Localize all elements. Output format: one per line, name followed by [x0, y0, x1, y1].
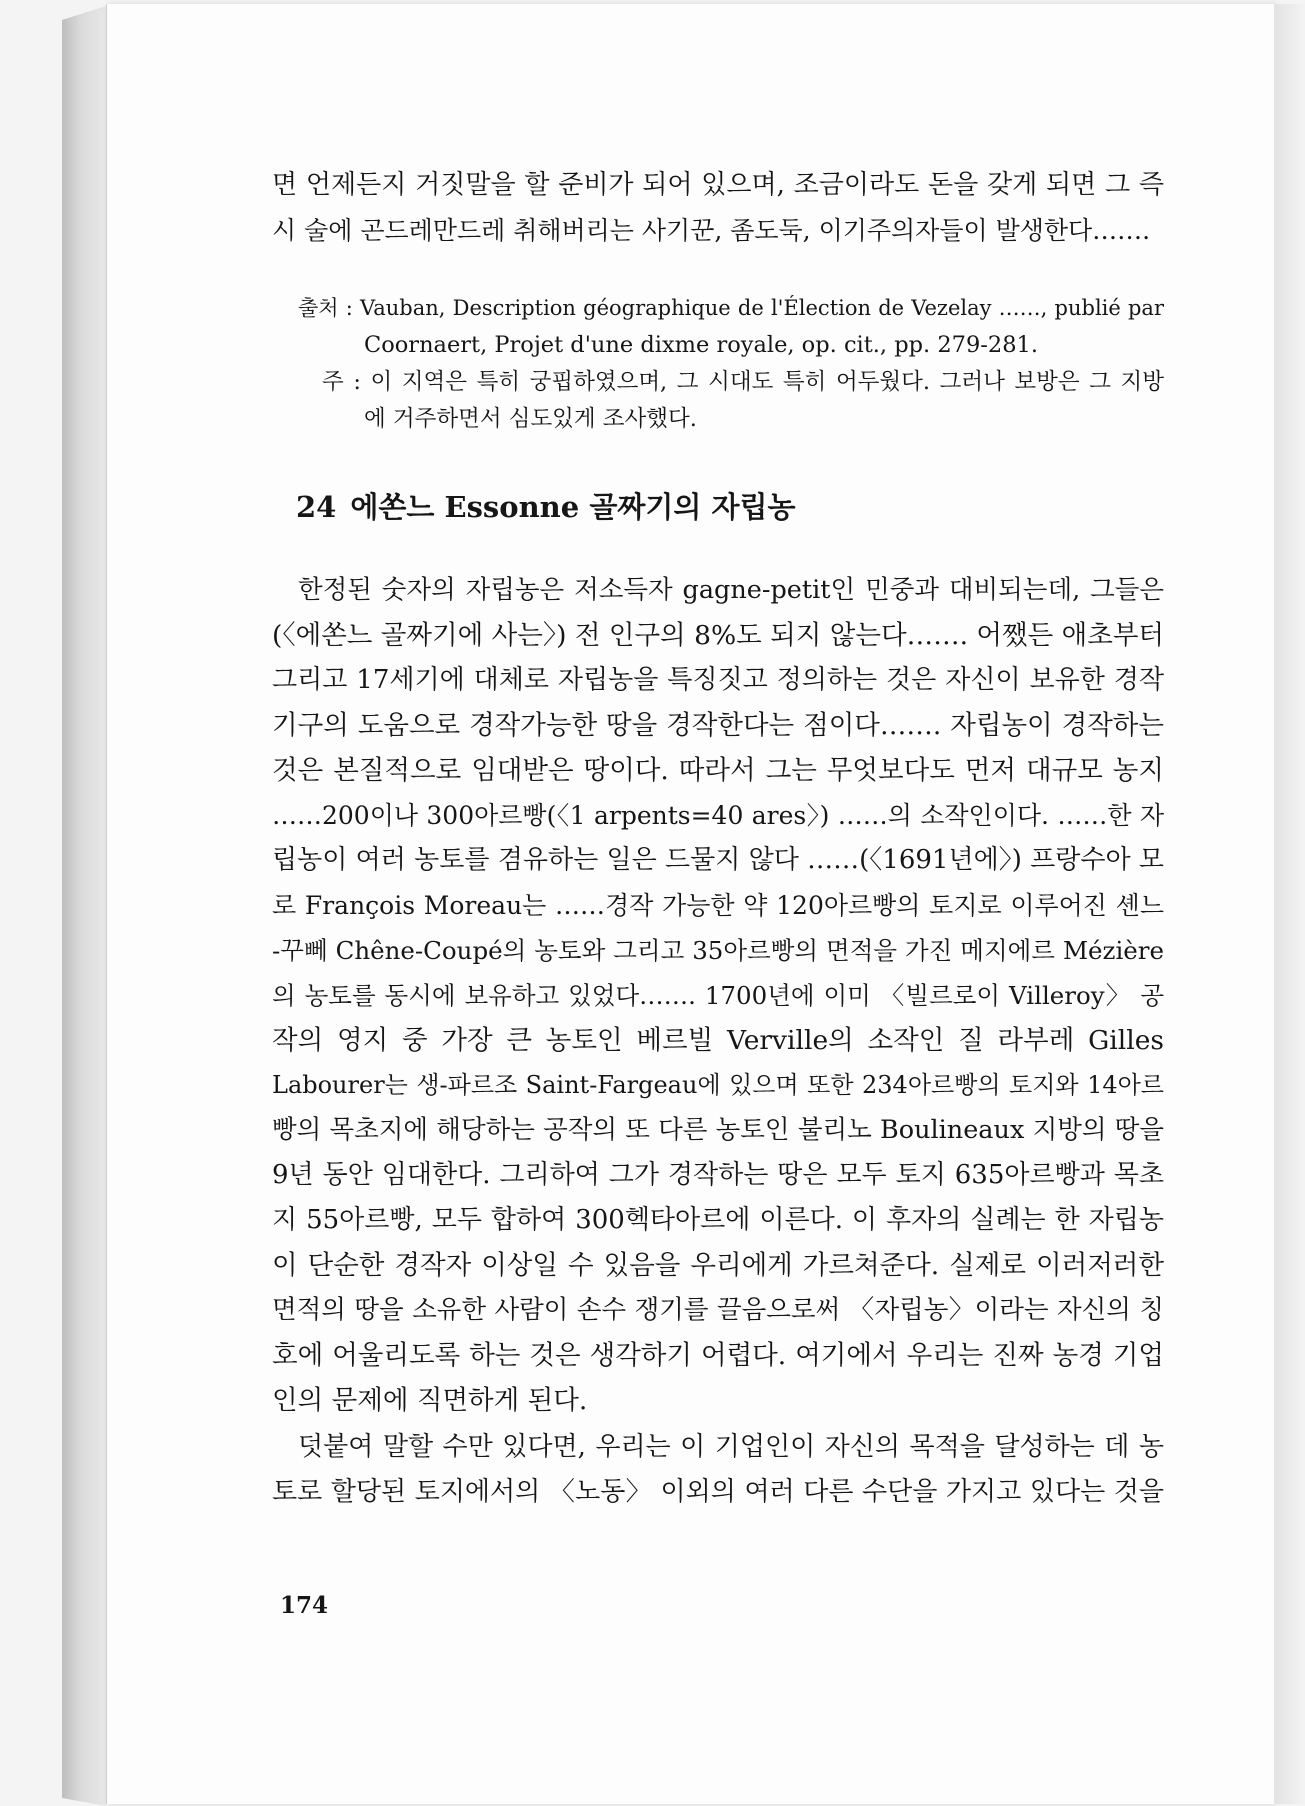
body-paragraph-2 [272, 1425, 1164, 1515]
text-line: 인의 문제에 직면하게 된다. [272, 1385, 588, 1416]
top-paragraph [272, 163, 1164, 253]
text-line: 한정된 숫자의 자립농은 저소득자 gagne-petit인 민중과 대비되는데, 그들은 [298, 575, 1164, 605]
text-line: 의 농토를 동시에 보유하고 있었다……. 1700년에 이미 〈빌르로이 Villeroy〉 공 [272, 981, 1164, 1010]
section-title: 에쏜느 Essonne 골짜기의 자립농 [350, 490, 796, 524]
source-note [298, 290, 1164, 438]
text-line: ……200이나 300아르빵(〈1 arpents=40 ares〉) ……의 소작인이다. ……한 자 [272, 801, 1164, 830]
text-line: 시 술에 곤드레만드레 취해버리는 사기꾼, 좀도둑, 이기주의자들이 발생한다……. [272, 216, 1151, 245]
page-edge [1274, 4, 1305, 1804]
page-number: 174 [280, 1592, 329, 1619]
book-spine [62, 6, 106, 1806]
text-line: 지 55아르빵, 모두 합하여 300헥타아르에 이른다. 이 후자의 실례는 한 자립농 [272, 1205, 1164, 1235]
text-line: 로 François Moreau는 ……경작 가능한 약 120아르빵의 토지로 이루어진 셴느 [272, 891, 1164, 920]
text-line: 9년 동안 임대한다. 그리하여 그가 경작하는 땅은 모두 토지 635아르빵과 목초 [272, 1160, 1164, 1190]
text-line: 립농이 여러 농토를 겸유하는 일은 드물지 않다 ……(〈1691년에〉) 프랑수아 모 [272, 845, 1164, 875]
text-line: 작의 영지 중 가장 큰 농토인 베르빌 Verville의 소작인 질 라부레 Gilles [272, 1025, 1164, 1056]
text-line: 것은 본질적으로 임대받은 땅이다. 따라서 그는 무엇보다도 먼저 대규모 농지 [272, 755, 1164, 786]
text-line: -꾸뻬 Chêne-Coupé의 농토와 그리고 35아르빵의 면적을 가진 메지에르 Mézière [272, 936, 1164, 965]
text-line: 빵의 목초지에 해당하는 공작의 또 다른 농토인 불리노 Boulineaux 지방의 땅을 [272, 1115, 1164, 1145]
note-line: 에 거주하면서 심도있게 조사했다. [364, 406, 697, 432]
text-line: 이 단순한 경작자 이상일 수 있음을 우리에게 가르쳐준다. 실제로 이러저러한 [272, 1250, 1164, 1281]
source-line: Coornaert, Projet d'une dixme royale, op. cit., pp. 279-281. [364, 332, 1038, 358]
section-heading [296, 485, 810, 526]
text-line: 호에 어울리도록 하는 것은 생각하기 어렵다. 여기에서 우리는 진짜 농경 기업 [272, 1340, 1164, 1371]
text-line: 덧붙여 말할 수만 있다면, 우리는 이 기업인이 자신의 목적을 달성하는 데 농 [298, 1432, 1164, 1462]
text-line: 면 언제든지 거짓말을 할 준비가 되어 있으며, 조금이라도 돈을 갖게 되면 그 즉 [272, 170, 1164, 200]
body-paragraph-1 [272, 568, 1164, 1423]
text-line: (〈에쏜느 골짜기에 사는〉) 전 인구의 8%도 되지 않는다……. 어쨌든 애초부터 [272, 620, 1164, 651]
text-line: Labourer는 생-파르조 Saint-Fargeau에 있으며 또한 234아르빵의 토지와 14아르 [272, 1071, 1164, 1099]
text-line: 기구의 도움으로 경작가능한 땅을 경작한다는 점이다……. 자립농이 경작하는 [272, 710, 1164, 741]
source-line: 출처 : Vauban, Description géographique de l'Élection de Vezelay ……, publié par [298, 296, 1164, 320]
text-line: 면적의 땅을 소유한 사람이 손수 쟁기를 끌음으로써 〈자립농〉이라는 자신의 칭 [272, 1295, 1164, 1325]
text-line: 그리고 17세기에 대체로 자립농을 특징짓고 정의하는 것은 자신이 보유한 경작 [272, 665, 1164, 695]
note-line: 주 : 이 지역은 특히 궁핍하였으며, 그 시대도 특히 어두웠다. 그러나 보방은 그 지방 [322, 369, 1164, 395]
section-number: 24 [296, 490, 337, 524]
text-line: 토로 할당된 토지에서의 〈노동〉 이외의 여러 다른 수단을 가지고 있다는 것을 [272, 1477, 1164, 1507]
